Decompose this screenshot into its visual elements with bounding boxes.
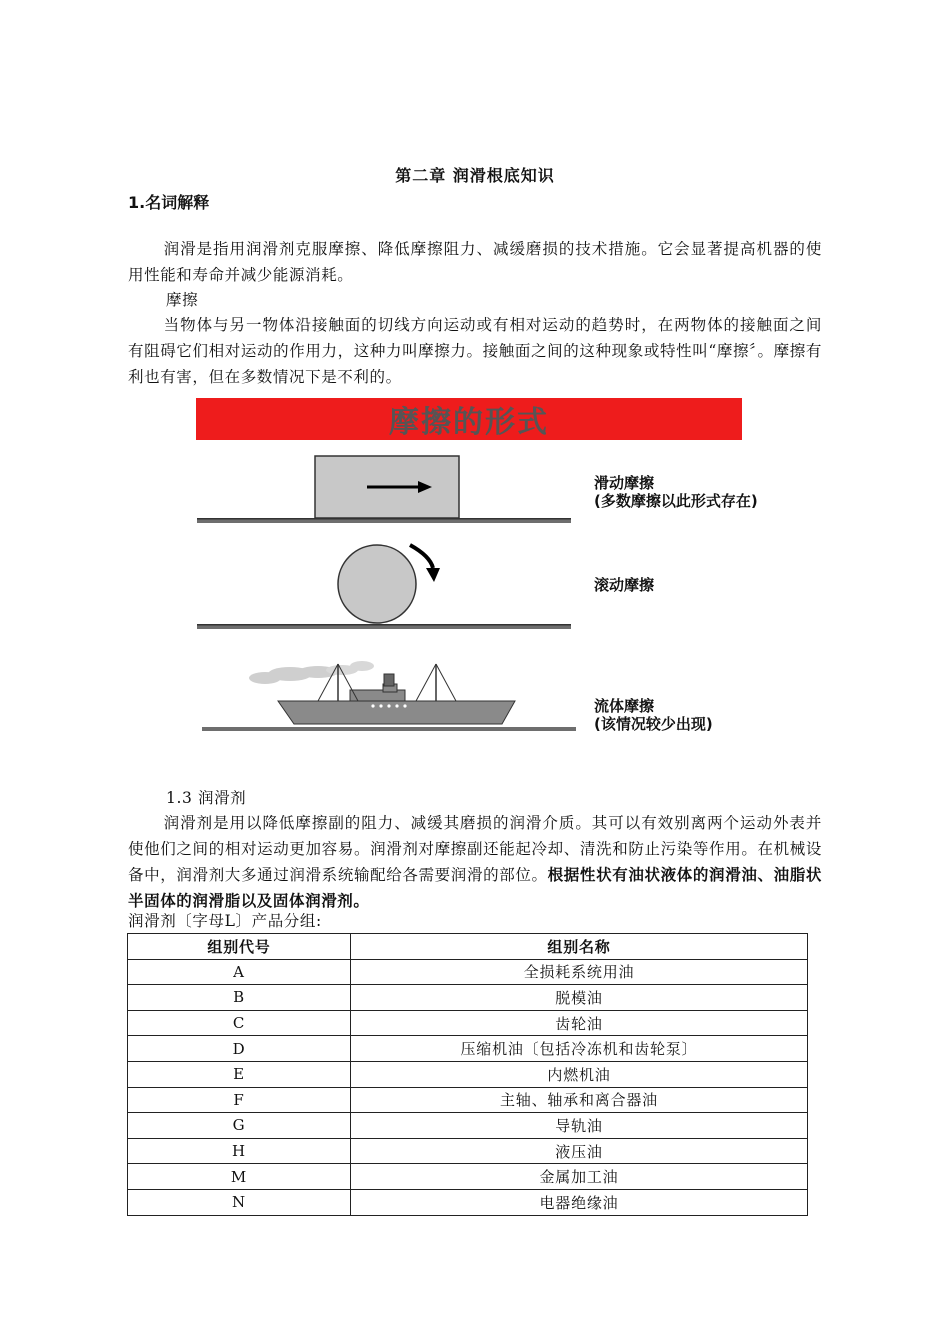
section-heading: 1.名词解释 (128, 193, 210, 212)
group-name: 液压油 (351, 1138, 808, 1164)
lubricant-group-table (127, 933, 808, 1216)
ship-hull-icon (278, 701, 515, 724)
ship-funnel-icon (384, 674, 394, 686)
fluid-friction-illustration (202, 661, 576, 731)
table-row (128, 1189, 808, 1215)
lubricant-body: 润滑剂是用以降低摩擦副的阻力、减缓其磨损的润滑介质。其可以有效别离两个运动外表并使他们之间的相对运动更加容易。润滑剂对摩擦副还能起冷却、清洗和防止污染等作用。在机械设备中，润滑剂大多通过润滑系统输配给各需要润滑的部位。 (128, 814, 822, 884)
lubricant-heading: 1.3 润滑剂 (166, 789, 247, 807)
header-group-name: 组别名称 (351, 934, 808, 960)
friction-term: 摩擦 (166, 291, 199, 309)
fluid-friction-note: (该情况较少出现) (594, 715, 713, 733)
group-name: 内燃机油 (351, 1061, 808, 1087)
sliding-friction-title: 滑动摩擦 (594, 474, 655, 492)
fluid-friction-label (594, 697, 713, 733)
friction-diagram (190, 448, 590, 738)
sliding-friction-label (594, 474, 758, 510)
chapter-title: 第二章 润滑根底知识 (395, 166, 555, 185)
group-code: A (128, 959, 351, 985)
lubricant-body-bold: 根据性状有油状液体的润滑油、油脂状半固体的润滑脂以及固体润滑剂。 (128, 866, 823, 910)
table-row (128, 1138, 808, 1164)
group-name: 脱模油 (351, 985, 808, 1011)
group-name: 金属加工油 (351, 1164, 808, 1190)
friction-definition: 当物体与另一物体沿接触面的切线方向运动或有相对运动的趋势时，在两物体的接触面之间有阻碍它们相对运动的作用力，这种力叫摩擦力。接触面之间的这种现象或特性叫“摩擦〞。摩擦有利也有害，但在多数情况下是不利的。 (128, 316, 822, 386)
group-code: C (128, 1010, 351, 1036)
group-code: B (128, 985, 351, 1011)
group-code: N (128, 1189, 351, 1215)
table-row (128, 1010, 808, 1036)
lubricant-definition (128, 810, 822, 914)
group-code: F (128, 1087, 351, 1113)
table-row (128, 959, 808, 985)
table-row (128, 1061, 808, 1087)
table-row (128, 1164, 808, 1190)
header-group-code: 组别代号 (128, 934, 351, 960)
group-name: 齿轮油 (351, 1010, 808, 1036)
table-header-row (128, 934, 808, 960)
rolling-friction-label (594, 576, 654, 594)
table-row (128, 985, 808, 1011)
friction-forms-banner (196, 398, 742, 440)
sliding-friction-illustration (197, 456, 571, 523)
sliding-friction-note: (多数摩擦以此形式存在) (594, 492, 758, 510)
banner-title: 摩擦的形式 (389, 405, 549, 440)
group-name: 压缩机油〔包括冷冻机和齿轮泵〕 (351, 1036, 808, 1062)
table-row (128, 1113, 808, 1139)
group-code: G (128, 1113, 351, 1139)
rotation-arrow-icon (410, 545, 433, 568)
group-name: 电器绝缘油 (351, 1189, 808, 1215)
group-code: M (128, 1164, 351, 1190)
group-name: 全损耗系统用油 (351, 959, 808, 985)
water-line (202, 727, 576, 731)
group-name: 主轴、轴承和离合器油 (351, 1087, 808, 1113)
lubrication-definition: 润滑是指用润滑剂克服摩擦、降低摩擦阻力、减缓磨损的技术措施。它会显著提高机器的使用性能和寿命并减少能源消耗。 (128, 240, 822, 284)
rolling-friction-title: 滚动摩擦 (594, 576, 655, 594)
fluid-friction-title: 流体摩擦 (594, 697, 655, 715)
rolling-ball (338, 545, 416, 623)
group-code: D (128, 1036, 351, 1062)
table-caption: 润滑剂〔字母L〕产品分组: (128, 912, 322, 930)
rolling-friction-illustration (197, 545, 571, 629)
table-row (128, 1087, 808, 1113)
group-name: 导轨油 (351, 1113, 808, 1139)
group-code: E (128, 1061, 351, 1087)
table-row (128, 1036, 808, 1062)
group-code: H (128, 1138, 351, 1164)
